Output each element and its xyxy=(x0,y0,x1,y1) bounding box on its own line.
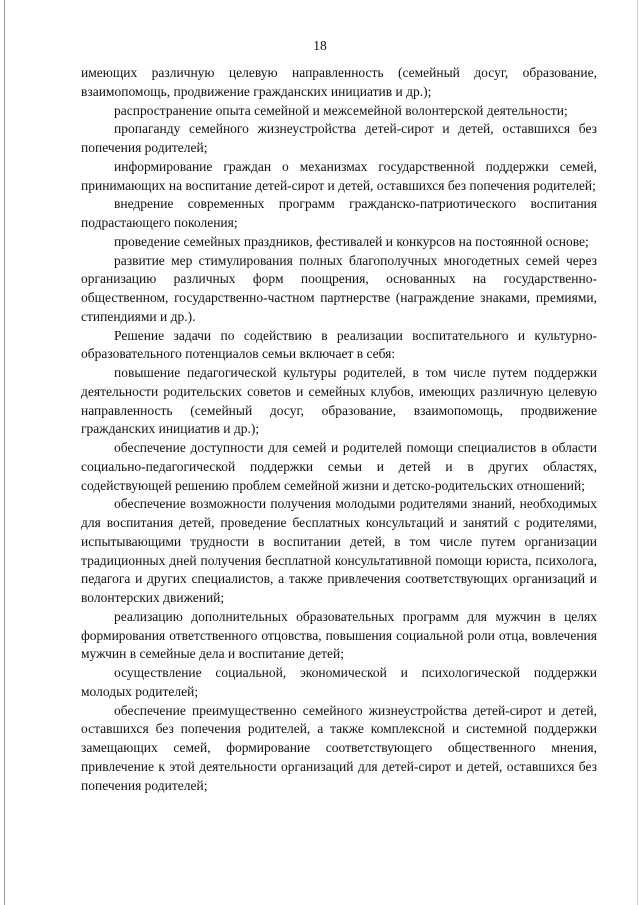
paragraph-5: внедрение современных программ гражданско-патриотического воспитания подрастающего поколения; xyxy=(81,196,597,230)
paragraph-8: Решение задачи по содействию в реализации воспитательного и культурно-образовательного потенциалов семьи включает в себя: xyxy=(81,327,597,362)
paragraph-1: имеющих различную целевую направленность (семейный досуг, образование, взаимопомощь, продвижение гражданских инициатив и др.); xyxy=(81,65,597,99)
paragraph-6: проведение семейных праздников, фестивалей и конкурсов на постоянной основе; xyxy=(114,233,589,249)
paragraph-3: пропаганду семейного жизнеустройства детей-сирот и детей, оставшихся без попечения родителей; xyxy=(81,121,597,155)
page-number: 18 xyxy=(313,38,327,53)
paragraph-11: обеспечение возможности получения молодыми родителями знаний, необходимых для воспитания детей, проведение бесплатных консультаций и занятий с родителями, испытывающими трудности в воспитании детей, в том числе путем организации традиционных дней получения бесплатной консультативной помощи юриста, психолога, педагога и других специалистов, а также привлечения соответствующих организаций и волонтерских движений; xyxy=(81,496,597,605)
paragraph-4: информирование граждан о механизмах государственной поддержки семей, принимающих на воспитание детей-сирот и детей, оставшихся без попечения родителей; xyxy=(81,158,597,193)
scan-edge-right xyxy=(637,0,638,905)
paragraph-13: осуществление социальной, экономической и психологической поддержки молодых родителей; xyxy=(81,665,597,699)
paragraph-10: обеспечение доступности для семей и родителей помощи специалистов в области социально-педагогической поддержки семьи и детей и в других областях, содействующей решению проблем семейной жизни и детско-родительских отношений; xyxy=(81,440,597,493)
paragraph-9: повышение педагогической культуры родителей, в том числе путем поддержки деятельности родительских советов и семейных клубов, имеющих различную целевую направленность (семейный досуг, образование, взаимопомощь, продвижение гражданских инициатив и др.); xyxy=(81,365,597,437)
paragraph-7: развитие мер стимулирования полных благополучных многодетных семей через организацию различных форм поощрения, основанных на государственно-общественном, государственно-частном партнерстве (награждение знаками, премиями, стипендиями и др.). xyxy=(81,252,597,324)
document-body xyxy=(81,64,597,795)
paragraph-12: реализацию дополнительных образовательных программ для мужчин в целях формирования ответственного отцовства, повышения социальной роли отца, вовлечения мужчин в семейные дела и воспитание детей; xyxy=(81,608,597,662)
paragraph-2: распространение опыта семейной и межсемейной волонтерской деятельности; xyxy=(114,102,568,118)
paragraph-14: обеспечение преимущественно семейного жизнеустройства детей-сирот и детей, оставшихся без попечения родителей, а также комплексной и системной поддержки замещающих семей, формирование соответствующего общественного мнения, привлечение к этой деятельности организаций для детей-сирот и детей, оставшихся без попечения родителей; xyxy=(81,702,597,793)
scan-edge-left xyxy=(4,0,5,905)
